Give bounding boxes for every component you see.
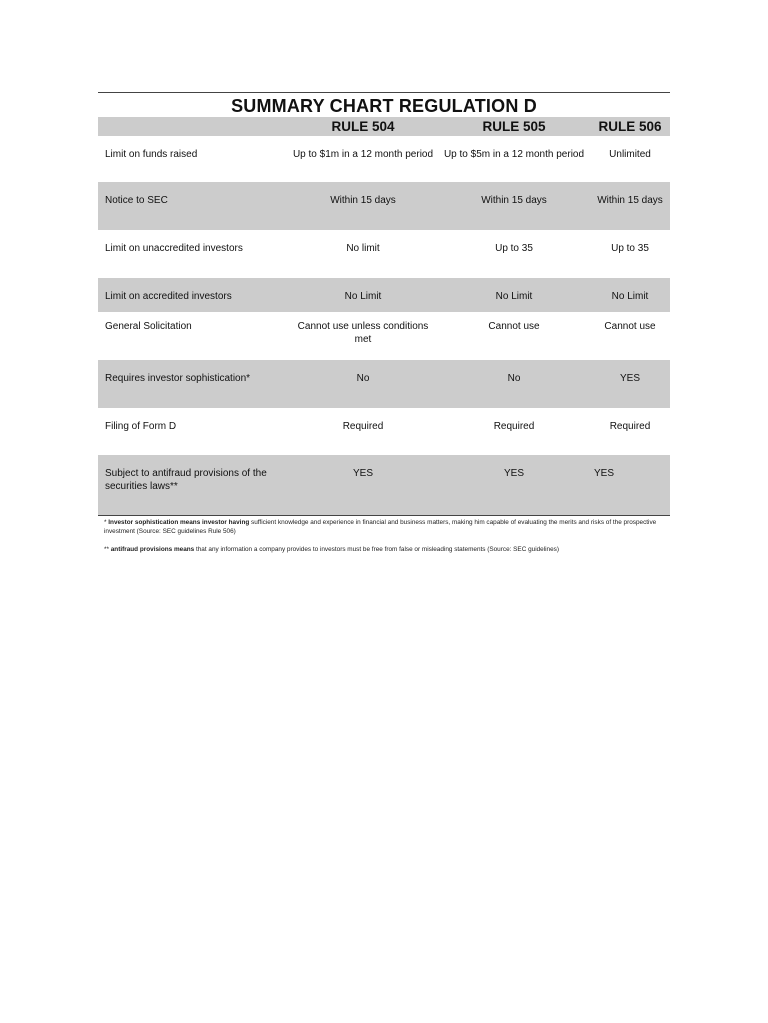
header-blank-cell [98, 117, 288, 136]
cell-rule-506: Up to 35 [611, 243, 649, 254]
cell-rule-504: YES [352, 468, 373, 479]
row-label: Limit on funds raised [105, 149, 198, 160]
cell-rule-505: Required [493, 421, 535, 432]
regulation-d-summary [98, 92, 670, 554]
cell-rule-506: Within 15 days [597, 195, 663, 206]
cell-rule-506: YES [619, 373, 640, 384]
cell-rule-505: Cannot use [488, 321, 540, 332]
table-row [98, 408, 670, 455]
cell-rule-504: No [356, 373, 370, 384]
cell-rule-506: Required [609, 421, 651, 432]
row-label: Filing of Form D [105, 421, 177, 432]
column-header-rule-505: RULE 505 [482, 119, 546, 134]
cell-rule-506: YES [594, 468, 615, 479]
cell-rule-504: No Limit [344, 291, 382, 302]
cell-rule-505: Within 15 days [481, 195, 547, 206]
cell-rule-506: No Limit [611, 291, 649, 302]
table-row [98, 230, 670, 278]
page-title: SUMMARY CHART REGULATION D [231, 96, 537, 116]
cell-rule-504: Cannot use unless conditions met [297, 321, 429, 345]
footnote-text: that any information a company provides to investors must be free from false or misleading statements (Source: SEC guidelines) [194, 546, 559, 553]
cell-rule-505: No Limit [495, 291, 533, 302]
column-header-rule-506: RULE 506 [598, 119, 662, 134]
cell-rule-506: Unlimited [609, 149, 651, 160]
cell-rule-504: No limit [346, 243, 380, 254]
table-row [98, 312, 670, 360]
footnote-marker: * [104, 519, 109, 526]
cell-rule-506: Cannot use [604, 321, 656, 332]
footnote-marker: ** [104, 546, 111, 553]
cell-rule-505: Up to 35 [495, 243, 533, 254]
table-row [98, 182, 670, 230]
row-label: Subject to antifraud provisions of the securities laws** [105, 468, 267, 492]
footnote-term: antifraud provisions means [110, 546, 195, 553]
header-row [98, 117, 670, 136]
footnotes [98, 516, 670, 554]
row-label: Limit on unaccredited investors [105, 243, 243, 254]
cell-rule-505: Up to $5m in a 12 month period [443, 149, 585, 160]
row-label: Notice to SEC [105, 195, 168, 206]
cell-rule-504: Up to $1m in a 12 month period [292, 149, 434, 160]
footnote-term: Investor sophistication means investor having [108, 519, 250, 526]
footnote-sophistication [98, 518, 670, 536]
footnote-text: sufficient knowledge and experience in financial and business matters, making him capable of evaluating the merits and risks of the prospective investment (Source: SEC guidelines Rule 506) [104, 519, 657, 535]
cell-rule-504: Within 15 days [330, 195, 396, 206]
table-row [98, 136, 670, 182]
cell-rule-505: No [507, 373, 521, 384]
row-label: General Solicitation [105, 321, 192, 332]
cell-rule-505: YES [503, 468, 524, 479]
table-row [98, 455, 670, 503]
table-footer-band [98, 503, 670, 515]
row-label: Requires investor sophistication* [105, 373, 251, 384]
row-label: Limit on accredited investors [105, 291, 232, 302]
table-row [98, 360, 670, 408]
column-header-rule-504: RULE 504 [331, 119, 395, 134]
table-row [98, 278, 670, 312]
cell-rule-504: Required [342, 421, 384, 432]
footnote-antifraud [98, 545, 670, 554]
